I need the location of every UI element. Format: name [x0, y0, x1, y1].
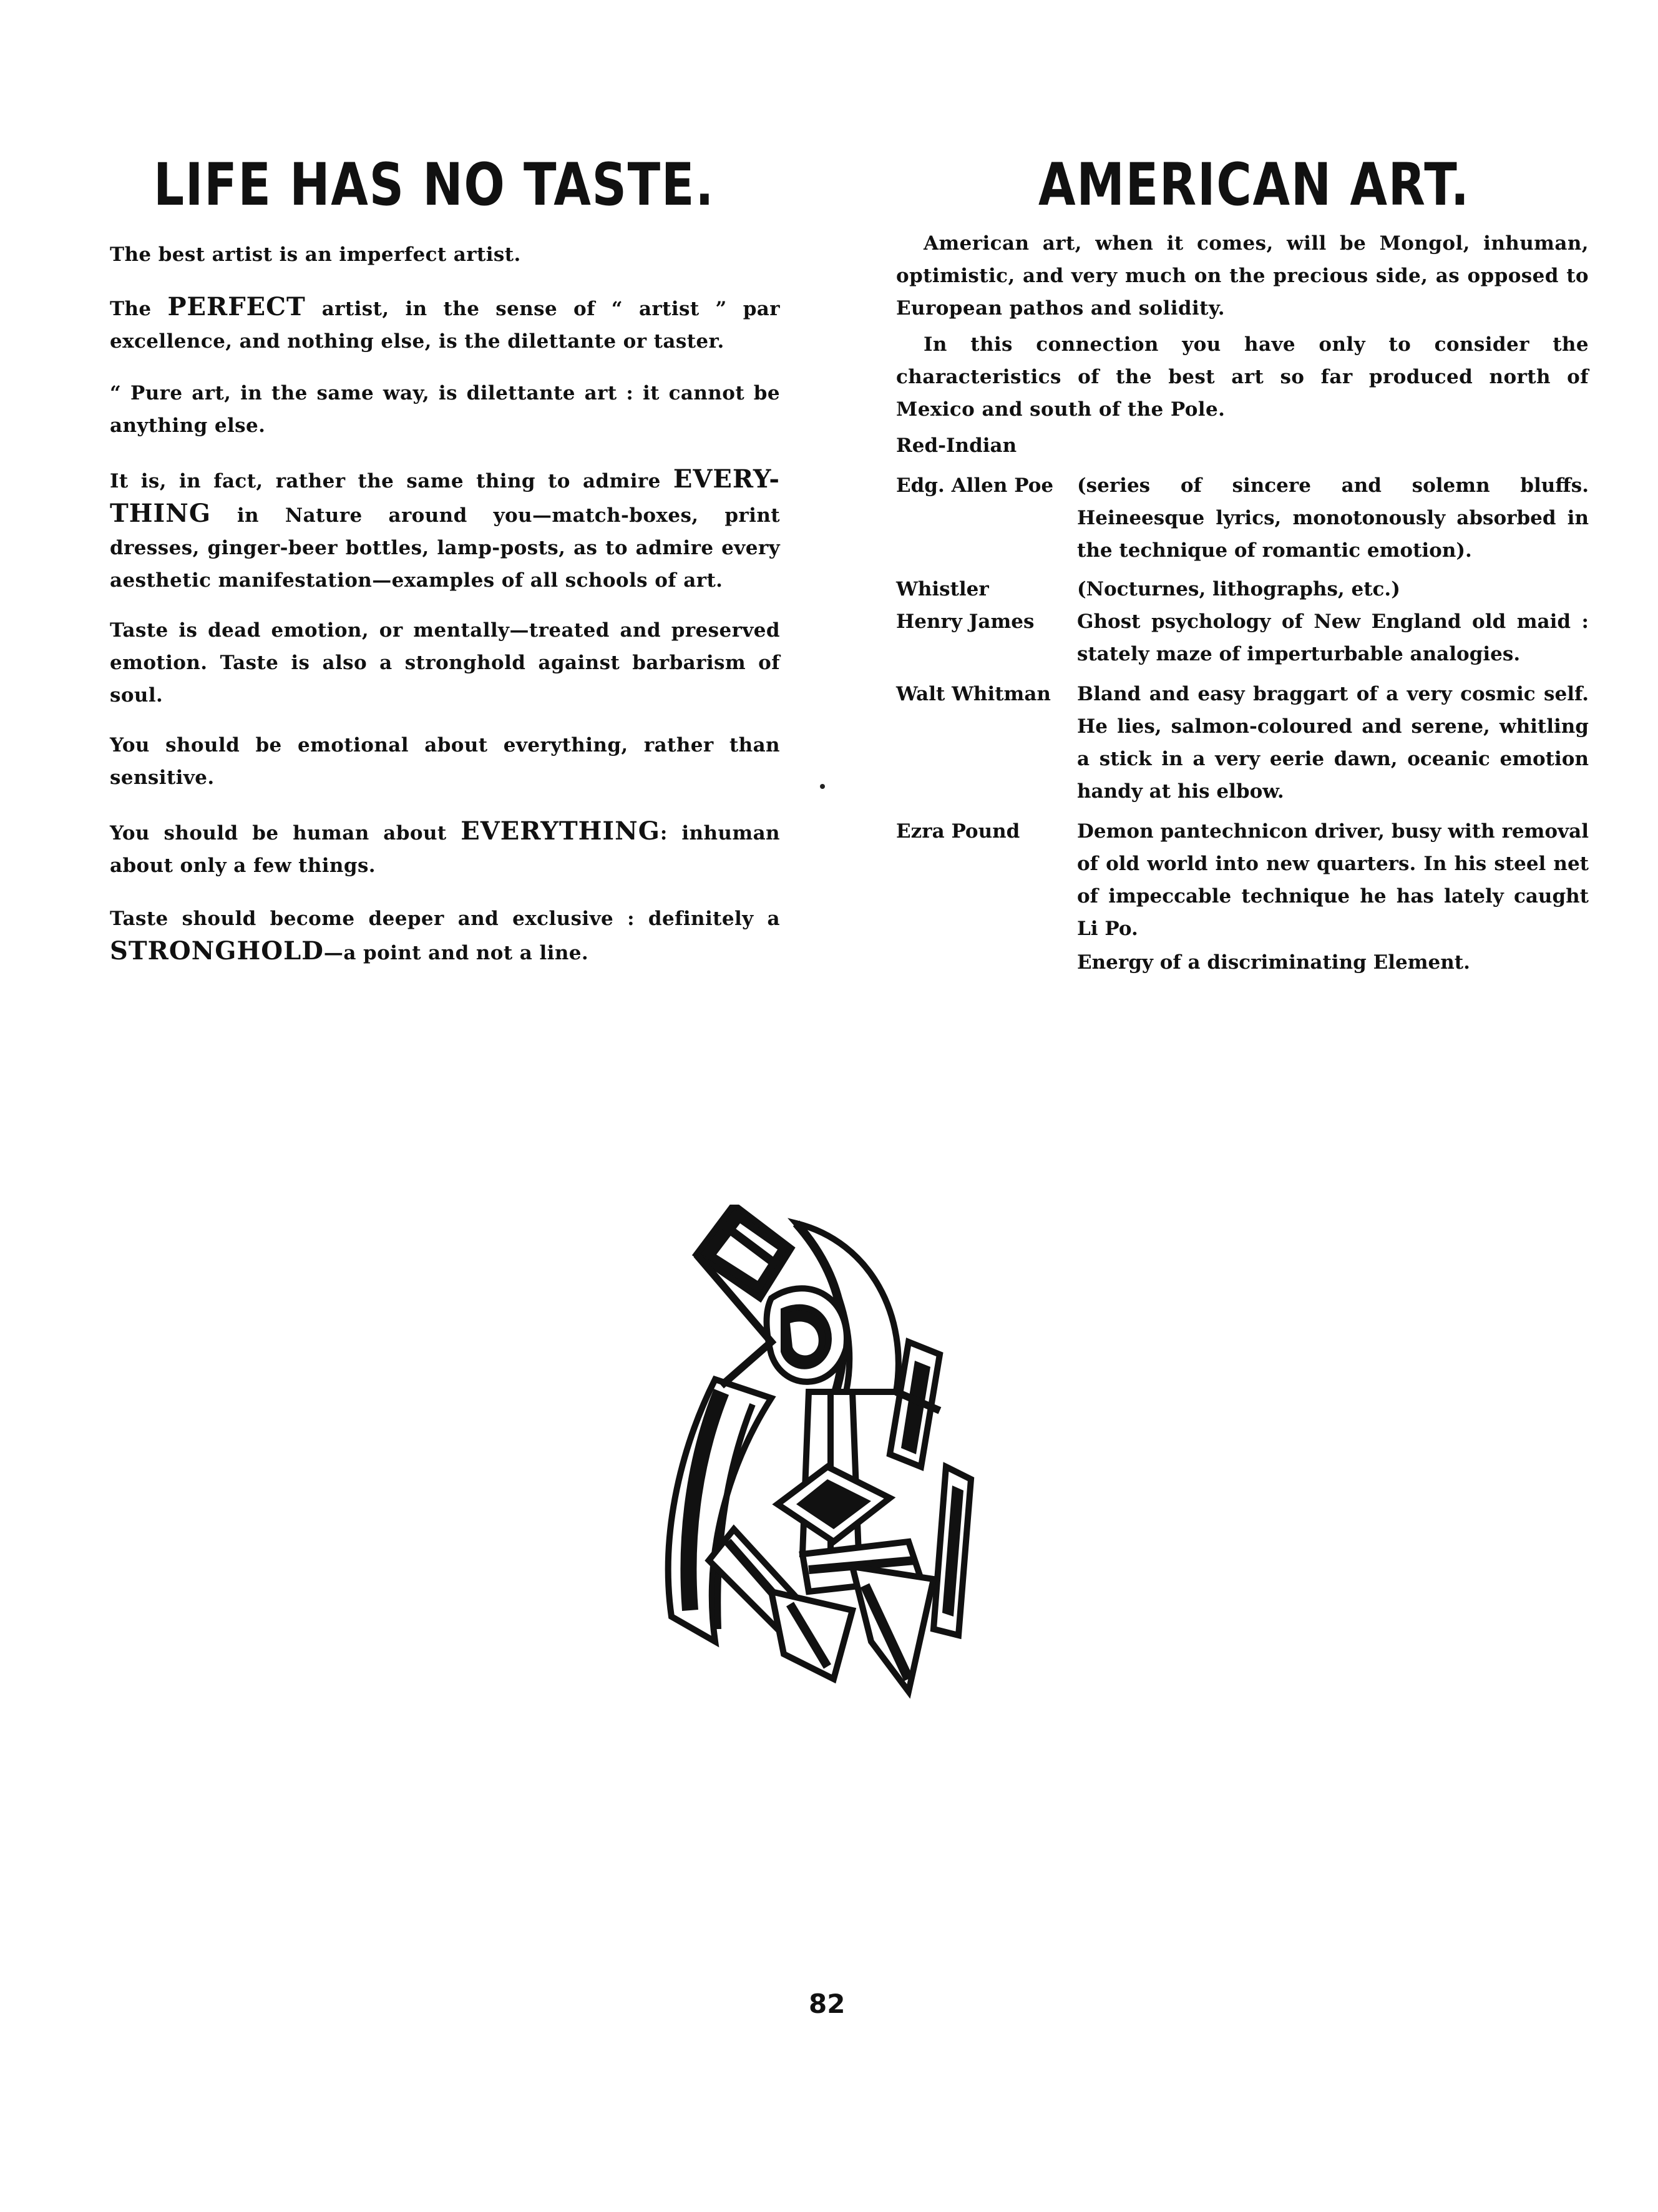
artist-name: Edg. Allen Poe [896, 474, 1054, 497]
artist-name: Ezra Pound [896, 820, 1020, 843]
artist-description: Bland and easy braggart of a very cosmic self. He lies, salmon-coloured and serene, whitling a stick in a very eerie dawn, oceanic emotion handy at his elbow. [1077, 683, 1589, 803]
artist-description: Ghost psychology of New England old maid : stately maze of imperturbable analogies. [1077, 610, 1589, 665]
paragraph-6: You should be emotional about everything, rather than sensitive. [110, 734, 780, 789]
paragraph-4: It is, in fact, rather the same thing to admire EVERY-THING in Nature around you—match-boxes, print dresses, ginger-beer bottles, lamp-posts, as to admire every aesthetic manifestation—examples of all schools of art. [110, 464, 780, 592]
list-item [896, 678, 1589, 809]
paragraph-3: “ Pure art, in the same way, is dilettante art : it cannot be anything else. [110, 382, 780, 437]
list-item [896, 815, 1589, 946]
paragraph-7: You should be human about EVERYTHING: inhuman about only a few things. [110, 816, 780, 877]
artist-description: (Nocturnes, lithographs, etc.) [1077, 578, 1400, 600]
page-number: 82 [809, 1989, 846, 2019]
paragraph-8: Taste should become deeper and exclusive : definitely a STRONGHOLD—a point and not a line. [110, 908, 780, 966]
paragraph-connection: In this connection you have only to consider the characteristics of the best art so far produced north of Mexico and south of the Pole. [896, 333, 1589, 421]
paragraph-intro: American art, when it comes, will be Mongol, inhuman, optimistic, and very much on the precious side, as opposed to European pathos and solidity. [896, 232, 1589, 320]
artist-description: Demon pantechnicon driver, busy with removal of old world into new quarters. In his steel net of impeccable technique he has lately caught Li Po. [1077, 820, 1589, 940]
artist-name: Red-Indian [896, 434, 1017, 457]
artist-description: (series of sincere and solemn bluffs. Heineesque lyrics, monotonously absorbed in the technique of romantic emotion). [1077, 474, 1589, 562]
list-item [896, 605, 1589, 673]
list-item [896, 469, 1589, 569]
vorticist-woodcut-illustration [646, 1205, 1033, 1704]
article-title-right: AMERICAN ART. [1038, 151, 1470, 219]
paragraph-1: The best artist is an imperfect artist. [110, 243, 521, 266]
artist-name: Walt Whitman [896, 683, 1051, 705]
paragraph-2: The PERFECT artist, in the sense of “ artist ” par excellence, and nothing else, is the dilettante or taster. [110, 292, 780, 353]
artist-name: Whistler [896, 578, 989, 600]
paragraph-5: Taste is dead emotion, or mentally—treated and preserved emotion. Taste is also a stronghold against barbarism of soul. [110, 619, 780, 707]
stray-ink-dot [820, 784, 825, 789]
artist-name: Henry James [896, 610, 1035, 633]
article-title-left: LIFE HAS NO TASTE. [154, 151, 715, 219]
